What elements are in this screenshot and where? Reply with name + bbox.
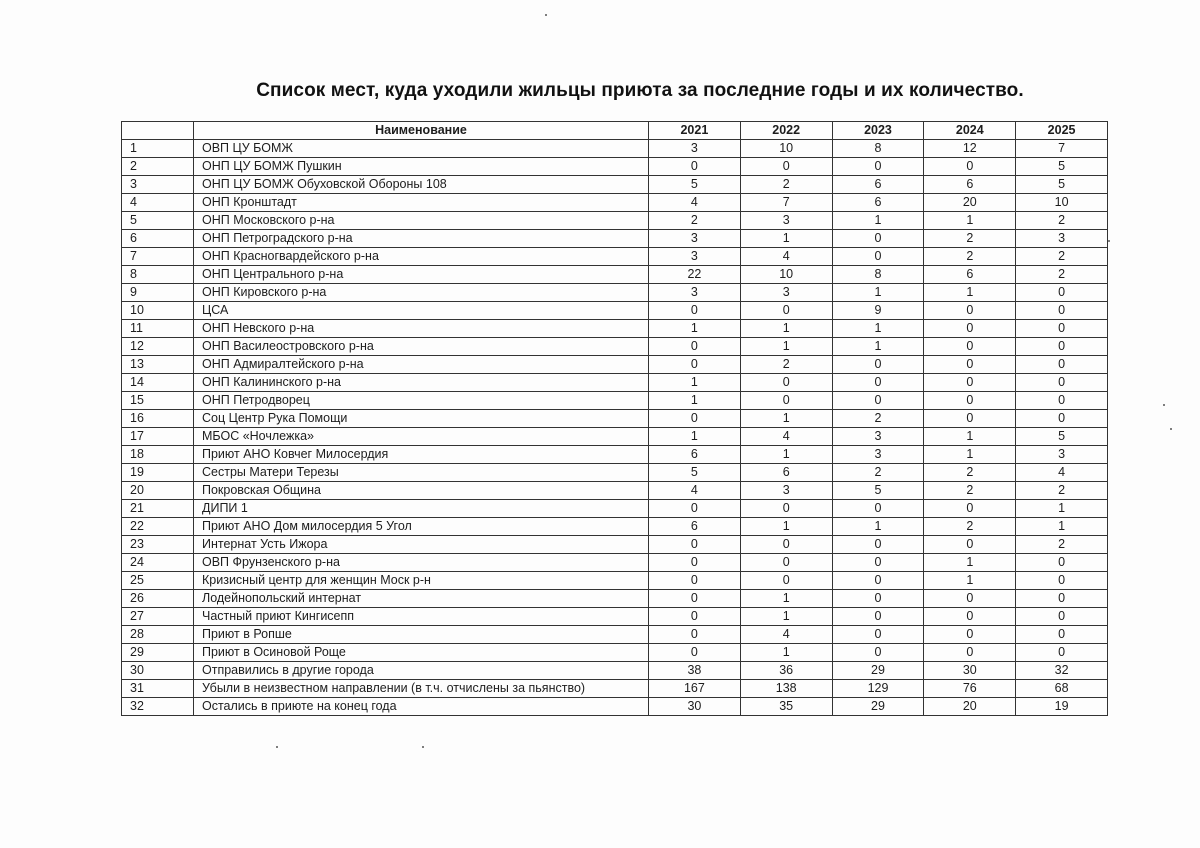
row-value-2023: 1 (832, 284, 924, 302)
row-value-2022: 0 (740, 554, 832, 572)
row-value-2025: 5 (1016, 428, 1108, 446)
row-number: 7 (122, 248, 194, 266)
table-row (122, 572, 1108, 590)
row-number: 28 (122, 626, 194, 644)
row-name: ДИПИ 1 (194, 500, 649, 518)
row-value-2022: 1 (740, 446, 832, 464)
row-value-2022: 1 (740, 410, 832, 428)
row-value-2021: 0 (649, 338, 741, 356)
row-number: 6 (122, 230, 194, 248)
row-value-2023: 1 (832, 518, 924, 536)
row-value-2025: 2 (1016, 536, 1108, 554)
row-value-2025: 0 (1016, 590, 1108, 608)
row-number: 17 (122, 428, 194, 446)
row-number: 2 (122, 158, 194, 176)
scan-speck (276, 746, 278, 748)
row-value-2022: 10 (740, 266, 832, 284)
row-value-2021: 0 (649, 500, 741, 518)
row-number: 14 (122, 374, 194, 392)
row-value-2021: 0 (649, 302, 741, 320)
row-value-2025: 0 (1016, 338, 1108, 356)
row-value-2025: 0 (1016, 554, 1108, 572)
scan-speck (1170, 428, 1172, 430)
row-name: Отправились в другие города (194, 662, 649, 680)
table-row (122, 482, 1108, 500)
table-row (122, 230, 1108, 248)
row-value-2025: 7 (1016, 140, 1108, 158)
row-name: Остались в приюте на конец года (194, 698, 649, 716)
row-value-2025: 68 (1016, 680, 1108, 698)
row-value-2022: 6 (740, 464, 832, 482)
row-value-2021: 1 (649, 392, 741, 410)
row-value-2024: 2 (924, 248, 1016, 266)
row-value-2022: 3 (740, 212, 832, 230)
row-value-2021: 4 (649, 482, 741, 500)
row-value-2025: 4 (1016, 464, 1108, 482)
row-value-2023: 0 (832, 230, 924, 248)
row-value-2024: 0 (924, 590, 1016, 608)
row-value-2024: 0 (924, 302, 1016, 320)
row-name: Лодейнопольский интернат (194, 590, 649, 608)
row-value-2022: 1 (740, 338, 832, 356)
row-name: Кризисный центр для женщин Моск р-н (194, 572, 649, 590)
row-number: 10 (122, 302, 194, 320)
table-row (122, 284, 1108, 302)
row-name: ЦСА (194, 302, 649, 320)
row-name: МБОС «Ночлежка» (194, 428, 649, 446)
table-row (122, 266, 1108, 284)
table-row (122, 662, 1108, 680)
row-value-2021: 3 (649, 248, 741, 266)
row-value-2022: 0 (740, 302, 832, 320)
table-row (122, 194, 1108, 212)
row-value-2023: 8 (832, 140, 924, 158)
row-value-2022: 7 (740, 194, 832, 212)
row-number: 26 (122, 590, 194, 608)
row-value-2025: 0 (1016, 626, 1108, 644)
row-value-2025: 32 (1016, 662, 1108, 680)
table-row (122, 608, 1108, 626)
row-value-2021: 3 (649, 140, 741, 158)
row-value-2024: 0 (924, 374, 1016, 392)
row-value-2021: 38 (649, 662, 741, 680)
row-value-2024: 30 (924, 662, 1016, 680)
row-value-2025: 1 (1016, 518, 1108, 536)
row-name: ОНП Кировского р-на (194, 284, 649, 302)
table-row (122, 428, 1108, 446)
table-row (122, 464, 1108, 482)
row-value-2024: 20 (924, 698, 1016, 716)
table-row (122, 248, 1108, 266)
table-row (122, 410, 1108, 428)
row-value-2023: 0 (832, 536, 924, 554)
row-value-2021: 3 (649, 230, 741, 248)
row-name: ОНП ЦУ БОМЖ Пушкин (194, 158, 649, 176)
row-value-2021: 0 (649, 626, 741, 644)
row-value-2024: 0 (924, 626, 1016, 644)
row-name: Приют АНО Дом милосердия 5 Угол (194, 518, 649, 536)
table-row (122, 158, 1108, 176)
table-row (122, 626, 1108, 644)
row-number: 27 (122, 608, 194, 626)
row-value-2024: 1 (924, 428, 1016, 446)
row-value-2023: 0 (832, 626, 924, 644)
row-value-2022: 2 (740, 176, 832, 194)
row-value-2022: 4 (740, 428, 832, 446)
row-value-2023: 0 (832, 554, 924, 572)
table-row (122, 446, 1108, 464)
row-value-2024: 1 (924, 446, 1016, 464)
row-value-2025: 19 (1016, 698, 1108, 716)
row-name: ОНП Центрального р-на (194, 266, 649, 284)
row-value-2025: 1 (1016, 500, 1108, 518)
row-value-2021: 1 (649, 374, 741, 392)
row-number: 5 (122, 212, 194, 230)
row-value-2025: 0 (1016, 410, 1108, 428)
row-name: Приют в Осиновой Роще (194, 644, 649, 662)
row-value-2022: 1 (740, 644, 832, 662)
row-value-2024: 0 (924, 356, 1016, 374)
row-name: Частный приют Кингисепп (194, 608, 649, 626)
row-value-2025: 0 (1016, 608, 1108, 626)
row-value-2021: 0 (649, 536, 741, 554)
row-value-2021: 0 (649, 608, 741, 626)
row-value-2023: 29 (832, 662, 924, 680)
row-value-2025: 5 (1016, 176, 1108, 194)
row-value-2022: 1 (740, 320, 832, 338)
header-year-2022: 2022 (740, 122, 832, 140)
row-name: ОНП Красногвардейского р-на (194, 248, 649, 266)
row-value-2022: 0 (740, 572, 832, 590)
row-value-2021: 2 (649, 212, 741, 230)
row-number: 29 (122, 644, 194, 662)
row-value-2022: 10 (740, 140, 832, 158)
row-name: ОВП ЦУ БОМЖ (194, 140, 649, 158)
row-name: Интернат Усть Ижора (194, 536, 649, 554)
row-value-2023: 0 (832, 590, 924, 608)
row-value-2024: 0 (924, 608, 1016, 626)
scan-speck (545, 14, 547, 16)
table-row (122, 644, 1108, 662)
row-number: 23 (122, 536, 194, 554)
row-value-2024: 0 (924, 410, 1016, 428)
document-title: Список мест, куда уходили жильцы приюта за последние годы и их количество. (256, 80, 1024, 101)
row-number: 30 (122, 662, 194, 680)
row-value-2023: 1 (832, 320, 924, 338)
row-value-2024: 2 (924, 464, 1016, 482)
row-value-2022: 0 (740, 158, 832, 176)
row-value-2021: 0 (649, 356, 741, 374)
table-header-row (122, 122, 1108, 140)
row-value-2023: 6 (832, 194, 924, 212)
row-number: 9 (122, 284, 194, 302)
row-value-2024: 0 (924, 500, 1016, 518)
row-value-2023: 0 (832, 608, 924, 626)
row-value-2022: 1 (740, 518, 832, 536)
row-value-2022: 36 (740, 662, 832, 680)
row-number: 8 (122, 266, 194, 284)
residents-destinations-table (121, 121, 1108, 716)
table-row (122, 320, 1108, 338)
row-value-2024: 0 (924, 338, 1016, 356)
row-value-2022: 0 (740, 536, 832, 554)
row-number: 19 (122, 464, 194, 482)
row-value-2021: 6 (649, 518, 741, 536)
row-number: 18 (122, 446, 194, 464)
row-value-2025: 0 (1016, 374, 1108, 392)
row-value-2023: 0 (832, 356, 924, 374)
row-name: ОНП Кронштадт (194, 194, 649, 212)
row-value-2021: 0 (649, 410, 741, 428)
row-number: 21 (122, 500, 194, 518)
row-name: ОНП Невского р-на (194, 320, 649, 338)
row-value-2023: 3 (832, 428, 924, 446)
row-value-2024: 6 (924, 176, 1016, 194)
row-name: ОНП ЦУ БОМЖ Обуховской Обороны 108 (194, 176, 649, 194)
row-value-2021: 167 (649, 680, 741, 698)
table-row (122, 338, 1108, 356)
header-year-2023: 2023 (832, 122, 924, 140)
row-name: ОНП Калининского р-на (194, 374, 649, 392)
row-number: 12 (122, 338, 194, 356)
table-row (122, 212, 1108, 230)
row-value-2023: 0 (832, 572, 924, 590)
row-number: 31 (122, 680, 194, 698)
row-name: ОНП Петроградского р-на (194, 230, 649, 248)
row-value-2023: 6 (832, 176, 924, 194)
row-value-2024: 6 (924, 266, 1016, 284)
table-row (122, 554, 1108, 572)
row-value-2022: 3 (740, 482, 832, 500)
row-name: ОНП Петродворец (194, 392, 649, 410)
row-name: ОНП Московского р-на (194, 212, 649, 230)
row-value-2025: 10 (1016, 194, 1108, 212)
row-value-2021: 5 (649, 464, 741, 482)
row-value-2024: 12 (924, 140, 1016, 158)
header-num (122, 122, 194, 140)
row-value-2022: 1 (740, 608, 832, 626)
row-name: ОНП Василеостровского р-на (194, 338, 649, 356)
row-value-2025: 0 (1016, 356, 1108, 374)
row-value-2021: 5 (649, 176, 741, 194)
header-year-2025: 2025 (1016, 122, 1108, 140)
row-value-2022: 4 (740, 248, 832, 266)
table-row (122, 176, 1108, 194)
row-value-2025: 0 (1016, 284, 1108, 302)
row-name: Сестры Матери Терезы (194, 464, 649, 482)
row-value-2024: 2 (924, 518, 1016, 536)
table-row (122, 680, 1108, 698)
row-value-2021: 0 (649, 572, 741, 590)
table-row (122, 374, 1108, 392)
row-name: Приют в Ропше (194, 626, 649, 644)
row-value-2022: 0 (740, 392, 832, 410)
row-value-2024: 0 (924, 392, 1016, 410)
row-number: 4 (122, 194, 194, 212)
row-value-2024: 2 (924, 482, 1016, 500)
table-row (122, 536, 1108, 554)
row-value-2021: 22 (649, 266, 741, 284)
row-value-2022: 35 (740, 698, 832, 716)
row-value-2024: 1 (924, 212, 1016, 230)
header-year-2021: 2021 (649, 122, 741, 140)
row-value-2021: 3 (649, 284, 741, 302)
row-number: 15 (122, 392, 194, 410)
row-value-2021: 30 (649, 698, 741, 716)
table-row (122, 302, 1108, 320)
row-name: Убыли в неизвестном направлении (в т.ч. отчислены за пьянство) (194, 680, 649, 698)
row-value-2024: 0 (924, 536, 1016, 554)
table-body (122, 140, 1108, 716)
row-value-2021: 4 (649, 194, 741, 212)
table-row (122, 356, 1108, 374)
row-value-2023: 3 (832, 446, 924, 464)
table-row (122, 140, 1108, 158)
table-row (122, 698, 1108, 716)
row-value-2025: 0 (1016, 644, 1108, 662)
row-number: 20 (122, 482, 194, 500)
row-value-2025: 3 (1016, 446, 1108, 464)
header-name: Наименование (194, 122, 649, 140)
row-value-2024: 0 (924, 158, 1016, 176)
row-value-2025: 2 (1016, 248, 1108, 266)
row-number: 13 (122, 356, 194, 374)
row-value-2025: 5 (1016, 158, 1108, 176)
row-number: 11 (122, 320, 194, 338)
row-value-2021: 6 (649, 446, 741, 464)
row-value-2025: 0 (1016, 392, 1108, 410)
row-number: 24 (122, 554, 194, 572)
row-value-2023: 1 (832, 338, 924, 356)
row-value-2024: 0 (924, 320, 1016, 338)
row-value-2023: 0 (832, 248, 924, 266)
row-value-2025: 0 (1016, 572, 1108, 590)
table-row (122, 590, 1108, 608)
row-value-2025: 0 (1016, 320, 1108, 338)
row-value-2023: 5 (832, 482, 924, 500)
row-number: 1 (122, 140, 194, 158)
row-number: 32 (122, 698, 194, 716)
row-value-2025: 2 (1016, 212, 1108, 230)
row-value-2022: 3 (740, 284, 832, 302)
row-value-2025: 0 (1016, 302, 1108, 320)
row-value-2023: 0 (832, 392, 924, 410)
row-value-2022: 0 (740, 500, 832, 518)
row-value-2021: 1 (649, 428, 741, 446)
row-value-2022: 0 (740, 374, 832, 392)
row-name: Соц Центр Рука Помощи (194, 410, 649, 428)
row-value-2023: 0 (832, 500, 924, 518)
row-value-2024: 20 (924, 194, 1016, 212)
row-value-2025: 3 (1016, 230, 1108, 248)
header-year-2024: 2024 (924, 122, 1016, 140)
row-number: 22 (122, 518, 194, 536)
row-value-2023: 29 (832, 698, 924, 716)
row-value-2022: 138 (740, 680, 832, 698)
row-value-2022: 1 (740, 590, 832, 608)
row-value-2021: 0 (649, 590, 741, 608)
row-value-2024: 1 (924, 284, 1016, 302)
row-value-2022: 4 (740, 626, 832, 644)
row-name: Покровская Община (194, 482, 649, 500)
scan-speck (1108, 240, 1110, 242)
scan-speck (422, 746, 424, 748)
row-value-2024: 2 (924, 230, 1016, 248)
row-value-2023: 129 (832, 680, 924, 698)
row-number: 16 (122, 410, 194, 428)
row-value-2023: 9 (832, 302, 924, 320)
row-value-2023: 0 (832, 158, 924, 176)
row-value-2024: 76 (924, 680, 1016, 698)
row-value-2025: 2 (1016, 266, 1108, 284)
row-name: Приют АНО Ковчег Милосердия (194, 446, 649, 464)
row-name: ОВП Фрунзенского р-на (194, 554, 649, 572)
row-number: 25 (122, 572, 194, 590)
table-row (122, 392, 1108, 410)
row-name: ОНП Адмиралтейского р-на (194, 356, 649, 374)
row-value-2022: 1 (740, 230, 832, 248)
table-row (122, 500, 1108, 518)
row-value-2024: 1 (924, 572, 1016, 590)
row-number: 3 (122, 176, 194, 194)
row-value-2022: 2 (740, 356, 832, 374)
row-value-2023: 1 (832, 212, 924, 230)
row-value-2023: 2 (832, 464, 924, 482)
table-row (122, 518, 1108, 536)
scan-speck (1163, 404, 1165, 406)
row-value-2023: 8 (832, 266, 924, 284)
row-value-2023: 2 (832, 410, 924, 428)
row-value-2021: 0 (649, 644, 741, 662)
row-value-2023: 0 (832, 644, 924, 662)
row-value-2021: 0 (649, 158, 741, 176)
row-value-2024: 1 (924, 554, 1016, 572)
row-value-2021: 0 (649, 554, 741, 572)
row-value-2021: 1 (649, 320, 741, 338)
row-value-2023: 0 (832, 374, 924, 392)
row-value-2025: 2 (1016, 482, 1108, 500)
row-value-2024: 0 (924, 644, 1016, 662)
